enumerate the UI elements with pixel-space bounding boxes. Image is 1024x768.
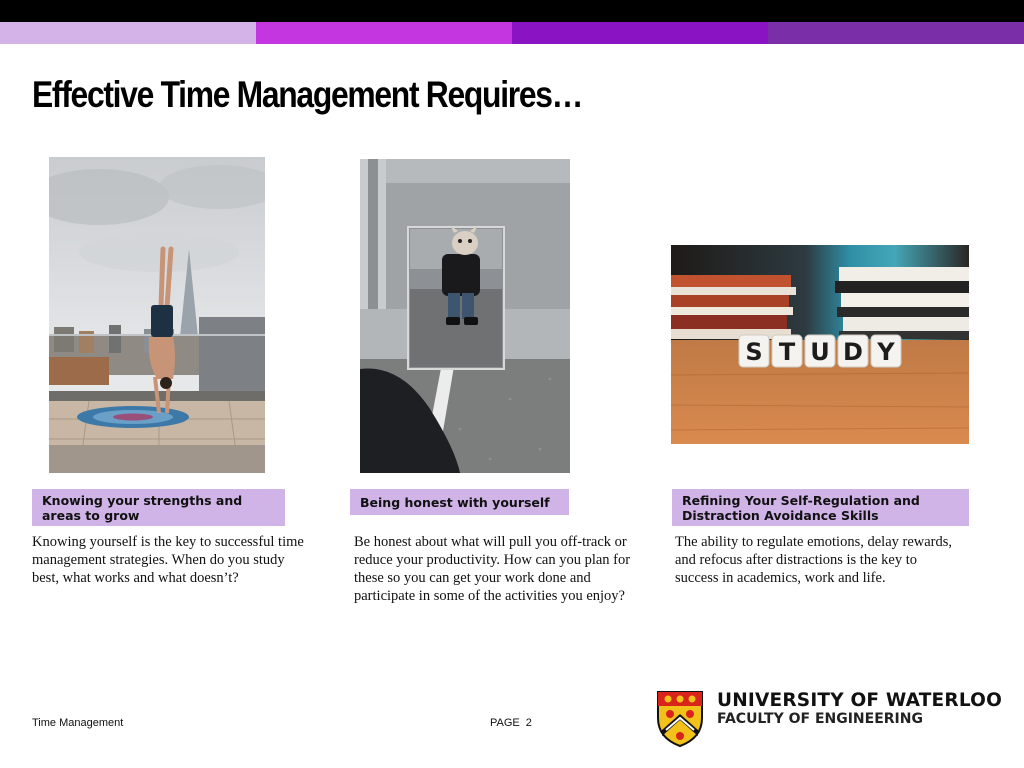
dice-letter-t: T (778, 338, 796, 366)
dice-letter-s: S (745, 338, 763, 366)
dice-letter-d: D (843, 338, 863, 366)
footer-page (490, 717, 532, 729)
handstand-rooftop-photo (49, 157, 265, 473)
logo-faculty-name: FACULTY OF ENGINEERING (717, 711, 923, 727)
study-dice-books-photo (671, 245, 969, 444)
dice-letter-y: Y (877, 338, 895, 366)
logo-university-name: UNIVERSITY OF WATERLOO (717, 690, 1002, 711)
header-stripe-2 (256, 22, 512, 44)
top-black-bar (0, 0, 1024, 22)
slide-title: Effective Time Management Requires… (32, 74, 583, 115)
page-label: PAGE (490, 717, 520, 729)
university-logo (656, 688, 1002, 748)
text-honest: Be honest about what will pull you off-track or reduce your productivity. How can you plan for these so you can get your work done and participate in some of the activities you enjoy? (354, 534, 631, 604)
header-stripe-3 (512, 22, 768, 44)
label-honest: Being honest with yourself (350, 489, 569, 515)
text-strengths: Knowing yourself is the key to successful time management strategies. When do you study best, what works and what doesn’t? (32, 534, 304, 586)
header-stripe-1 (0, 22, 256, 44)
text-self-regulation: The ability to regulate emotions, delay rewards, and refocus after distractions is the key to success in academics, work and life. (675, 534, 953, 586)
footer-topic: Time Management (32, 717, 124, 729)
label-strengths: Knowing your strengths and areas to grow (32, 489, 285, 526)
dice-letter-u: U (810, 338, 830, 366)
masked-person-mirror-photo (360, 159, 570, 473)
label-self-regulation: Refining Your Self-Regulation and Distraction Avoidance Skills (672, 489, 969, 526)
header-stripe-4 (768, 22, 1024, 44)
crest-icon (656, 690, 704, 748)
page-number: 2 (525, 717, 532, 729)
